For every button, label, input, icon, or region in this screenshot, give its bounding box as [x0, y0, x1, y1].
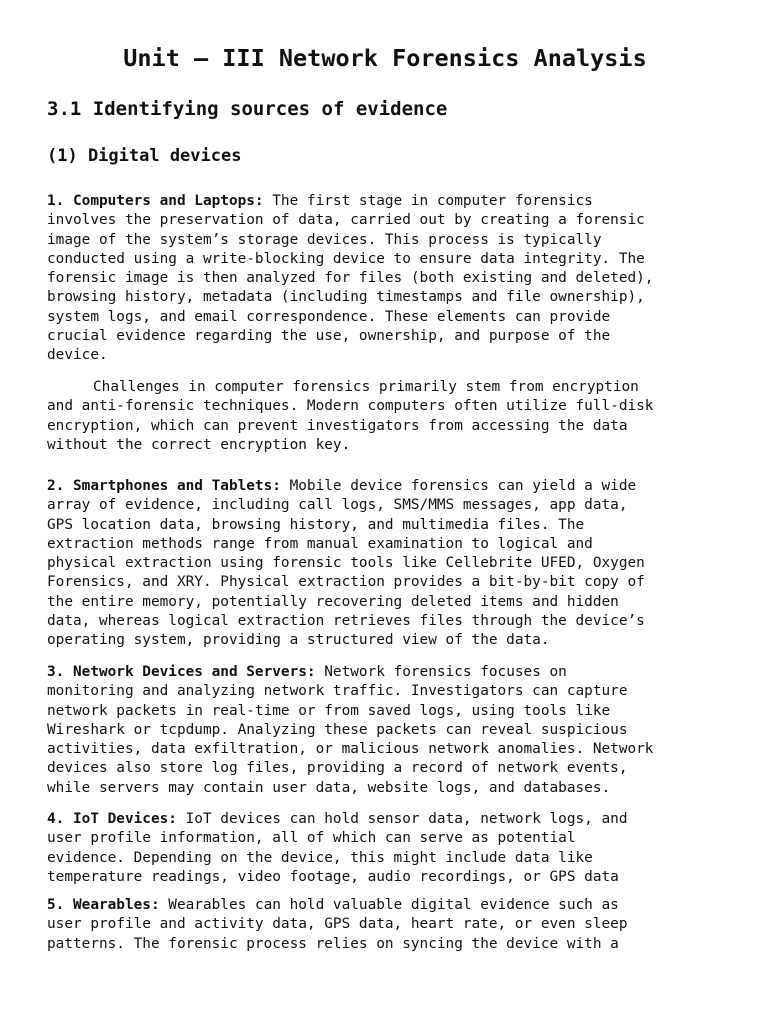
item-label: 4. IoT Devices: — [47, 811, 177, 827]
paragraph-network-devices — [47, 663, 723, 798]
item-text: IoT devices can hold sensor data, network logs, and user profile information, all of which can serve as potential evidence. Depending on the device, this might include data like temperature readings, video footage, audio recordings, or GPS data — [47, 811, 628, 885]
item-text: Challenges in computer forensics primarily stem from encryption and anti-forensic techniques. Modern computers often utilize full-disk encryption, which can prevent investigators from accessing the data without the correct encryption key. — [47, 379, 654, 453]
item-label: 3. Network Devices and Servers: — [47, 664, 316, 680]
item-text: Network forensics focuses on monitoring and analyzing network traffic. Investigators can capture network packets in real-time or from saved logs, using tools like Wireshark or tcpdump. Analyzing these packets can reveal suspicious activities, data exfiltration, or malicious network anomalies. Network devices also store log files, providing a record of network events, while servers may contain user data, website logs, and databases. — [47, 664, 654, 796]
item-text: Wearables can hold valuable digital evidence such as user profile and activity data, GPS data, heart rate, or even sleep patterns. The forensic process relies on syncing the device with a — [47, 897, 628, 952]
item-label: 1. Computers and Laptops: — [47, 193, 264, 209]
paragraph-wearables — [47, 896, 723, 954]
paragraph-iot-devices — [47, 810, 723, 887]
item-text: Mobile device forensics can yield a wide array of evidence, including call logs, SMS/MMS messages, app data, GPS location data, browsing history, and multimedia files. The extraction methods range from manual examination to logical and physical extraction using forensic tools like Cellebrite UFED, Oxygen Forensics, and XRY. Physical extraction provides a bit-by-bit copy of the entire memory, potentially recovering deleted items and hidden data, whereas logical extraction retrieves files through the device’s operating system, providing a structured view of the data. — [47, 478, 645, 649]
paragraph-smartphones-tablets — [47, 477, 723, 651]
item-label: 5. Wearables: — [47, 897, 160, 913]
document-title: Unit – III Network Forensics Analysis — [123, 44, 647, 72]
subsection-heading: (1) Digital devices — [47, 146, 242, 166]
item-label: 2. Smartphones and Tablets: — [47, 478, 281, 494]
paragraph-computer-challenges — [47, 378, 723, 455]
paragraph-computers-laptops — [47, 192, 723, 366]
section-heading: 3.1 Identifying sources of evidence — [47, 98, 448, 120]
item-text: The first stage in computer forensics involves the preservation of data, carried out by creating a forensic image of the system’s storage devices. This process is typically conducted using a write-blocking device to ensure data integrity. The forensic image is then analyzed for files (both existing and deleted), browsing history, metadata (including timestamps and file ownership), system logs, and email correspondence. These elements can provide crucial evidence regarding the use, ownership, and purpose of the device. — [47, 193, 654, 364]
